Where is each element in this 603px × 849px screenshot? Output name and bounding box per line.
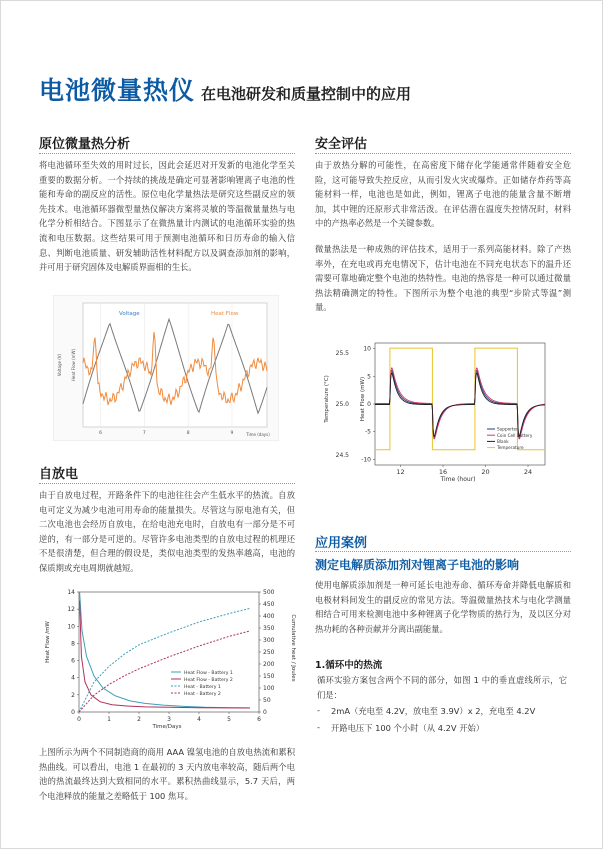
divider <box>315 551 571 552</box>
y-tick-label-left: 12 <box>67 606 75 614</box>
y-tick-label-left: 10 <box>67 623 75 631</box>
x-tick-label: 1 <box>107 716 111 723</box>
list-item: - 开路电压下 100 个小时（从 4.2V 开始） <box>317 722 485 733</box>
document-title <box>39 71 411 107</box>
y-tick-label-right: 300 <box>263 637 275 644</box>
x-tick-label: 12 <box>396 468 405 476</box>
plot-area <box>79 592 259 712</box>
y-axis-label-left: Heat Flow /mW <box>45 621 51 663</box>
y-tick-label-left: 4 <box>71 674 75 682</box>
x-tick-label: 3 <box>167 716 171 723</box>
y-tick-label-left: 25.0 <box>335 401 349 408</box>
y-tick-label-right: 0 <box>367 401 371 408</box>
x-tick-label: 24 <box>523 468 533 476</box>
x-tick-label: 2 <box>137 716 141 723</box>
paragraph-self-discharge: 由于自放电过程，开路条件下的电池往往会产生低水平的热流。自放电可定义为减少电池可用寿命的能量损失。尽管这与原电池有关，但二次电池也会经历自放电，在给电池充电时，自放电有一部分是不可逆的，有一部分是可逆的。尽管许多电池类型的自放电过程的机理还不是很清楚，但合理的假设是，类似电池类型的发热率越高，电池的保质期或充电周期就越短。 <box>39 490 295 573</box>
heading-application: 测定电解质添加剂对锂离子电池的影响 <box>315 558 520 572</box>
y-tick-label-right: 500 <box>263 589 275 596</box>
legend-label: Coin Cell Battery <box>497 432 533 438</box>
y-tick-label-left: 0 <box>71 709 75 716</box>
legend-label: Heat - Battery 1 <box>184 684 221 690</box>
heading-self-discharge: 自放电 <box>39 467 79 482</box>
y-tick-label-right: 200 <box>263 661 275 668</box>
y-tick-label-left: 2 <box>71 691 75 699</box>
x-tick-label: 8 <box>186 431 190 436</box>
legend-label: Temperature <box>497 445 524 451</box>
subheading-cycling-heatflow: 1.循环中的热流 <box>315 660 383 671</box>
paragraph-application: 使用电解质添加剂是一种可延长电池寿命、循环寿命并降低电解质和电极材料间发生的副反应的常见方法。等温微量热技术与电化学测量相结合可用来检测电池中多种锂离子化学物质的热行为，及以区分对热功耗的各种贡献并分离出副能量。 <box>315 580 571 634</box>
x-axis-label: Time (days) <box>246 432 270 437</box>
chart-voltage-heatflow <box>53 295 279 441</box>
x-tick-label: 5 <box>227 716 231 723</box>
legend-label-voltage: Voltage <box>119 311 140 317</box>
legend-label: Supporter <box>497 426 518 432</box>
title-sub: 在电池研发和质量控制中的应用 <box>201 85 412 103</box>
plot-area <box>83 303 267 427</box>
y-tick-label-left: 8 <box>71 640 75 648</box>
figure-step-isothermal <box>319 337 563 485</box>
x-tick-label: 7 <box>142 431 146 436</box>
caption-self-discharge: 上图所示为两个不同制造商的商用 AAA 镍氢电池的自放电热流和累积热曲线。可以看出，电池 1 在最初的 3 天内放电率较高，随后两个电池的热流最终达到大致相同的水平。累积热曲线显示，5.7 天后，两个电池释放的能量之差略低于 100 焦耳。 <box>39 747 295 801</box>
x-tick-label: 0 <box>77 716 81 723</box>
y-tick-label-right: 5 <box>367 373 371 381</box>
y-tick-label-right: -10 <box>361 456 371 464</box>
paragraph-cycling-protocol: 循环实验方案包含两个不同的部分，如图 1 中的垂直虚线所示，它们是： <box>317 675 567 700</box>
divider <box>315 153 571 154</box>
y-tick-label-left: 25.5 <box>335 350 349 358</box>
divider <box>39 153 295 154</box>
figure-self-discharge <box>41 584 297 734</box>
paragraph-insitu: 将电池循环至失效的用时过长，因此会延迟对开发新的电池化学至关重要的数据分析。一个持续的挑战是确定可显著影响锂离子电池的性能和寿命的副反应的活性。原位电化学量热法是研究这些副反应的领先技术。电池循环器微型量热仪解决方案将灵敏的等温微量量热与电化学分析相结合。下图显示了在微热量计内测试的电池循环实验的热流和电压数据。这些结果可用于预测电池循环和日历寿命的输入信息、判断电池质量、研发辅助活性材料配方以及调查添加剂的影响，并可用于研究固体及电解质界面相的生长。 <box>39 160 295 273</box>
divider <box>39 483 295 484</box>
x-tick-label: 16 <box>438 468 448 476</box>
legend-label-heat-flow: Heat Flow <box>211 311 239 317</box>
x-tick-label: 9 <box>230 431 234 436</box>
y-axis-label-left: Voltage (V) <box>57 353 62 377</box>
x-tick-label: 4 <box>197 716 201 723</box>
figure-cycling <box>53 295 279 441</box>
legend-label: Blank <box>497 439 509 444</box>
y-tick-label-right: 350 <box>263 625 275 632</box>
heading-insitu: 原位微量热分析 <box>39 137 131 152</box>
y-tick-label-left: 6 <box>71 657 75 665</box>
y-tick-label-right: 50 <box>263 697 271 704</box>
y-tick-label-left: 24.5 <box>335 451 349 459</box>
y-tick-label-right: -5 <box>365 428 371 436</box>
x-axis-label: Time/Days <box>152 724 182 730</box>
y-axis-label-right: Cumulative heat / Joules <box>290 614 296 682</box>
paragraph-safety-1: 由于放热分解的可能性，在高密度下储存化学能通常伴随着安全危险，这可能导致失控反应，从而引发火灾或爆炸。正如储存炸药等高能材料一样，电池也是如此，例如，锂离子电池的能量含量不断增加，其中锂的还原形式非常活泼。在评估潜在温度失控情况时，材料中的产热率必然是一个关键参数。 <box>315 160 571 229</box>
y-tick-label-right: 10 <box>363 345 371 353</box>
x-tick-label: 20 <box>481 468 490 476</box>
heading-safety: 安全评估 <box>315 137 368 152</box>
y-tick-label-right: 450 <box>263 601 275 608</box>
y-tick-label-right: 400 <box>263 613 275 620</box>
legend-label: Heat Flow - Battery 2 <box>184 677 233 683</box>
y-tick-label-right: 150 <box>263 673 275 680</box>
y-tick-label-right: 250 <box>263 649 275 656</box>
y-axis-label-right: Heat Flow (mW) <box>71 348 76 382</box>
x-tick-label: 6 <box>99 431 102 436</box>
y-axis-label-left: Temperature (°C) <box>324 375 330 423</box>
y-axis-label-right: Heat Flow (mW) <box>360 376 366 422</box>
chart-step-isothermal <box>319 337 563 485</box>
chart-self-discharge <box>41 584 297 734</box>
list-item: - 2mA（充电至 4.2V，放电至 3.9V）x 2，充电至 4.2V <box>317 705 536 716</box>
paragraph-safety-2: 微量热法是一种成熟的评估技术，适用于一系列高能材料。除了产热率外，在充电或再充电情况下，估计电池在不同充电状态下的温升还需要可靠地确定整个电池的热特性。电池的热容是一种可以通过微量热法精确测定的特性。下图所示为整个电池的典型“步阶式等温”测量。 <box>315 244 571 313</box>
y-tick-label-left: 14 <box>67 589 75 596</box>
y-tick-label-right: 100 <box>263 685 275 692</box>
legend-label: Heat - Battery 2 <box>184 691 221 697</box>
y-tick-label-right: 0 <box>263 709 267 716</box>
x-tick-label: 6 <box>257 716 261 723</box>
label-application: 应用案例 <box>315 536 368 551</box>
x-axis-label: Time (hour) <box>440 476 476 483</box>
legend-label: Heat Flow - Battery 1 <box>184 670 233 676</box>
protocol-list <box>317 705 567 739</box>
title-main: 电池微量热仪 <box>39 76 196 105</box>
